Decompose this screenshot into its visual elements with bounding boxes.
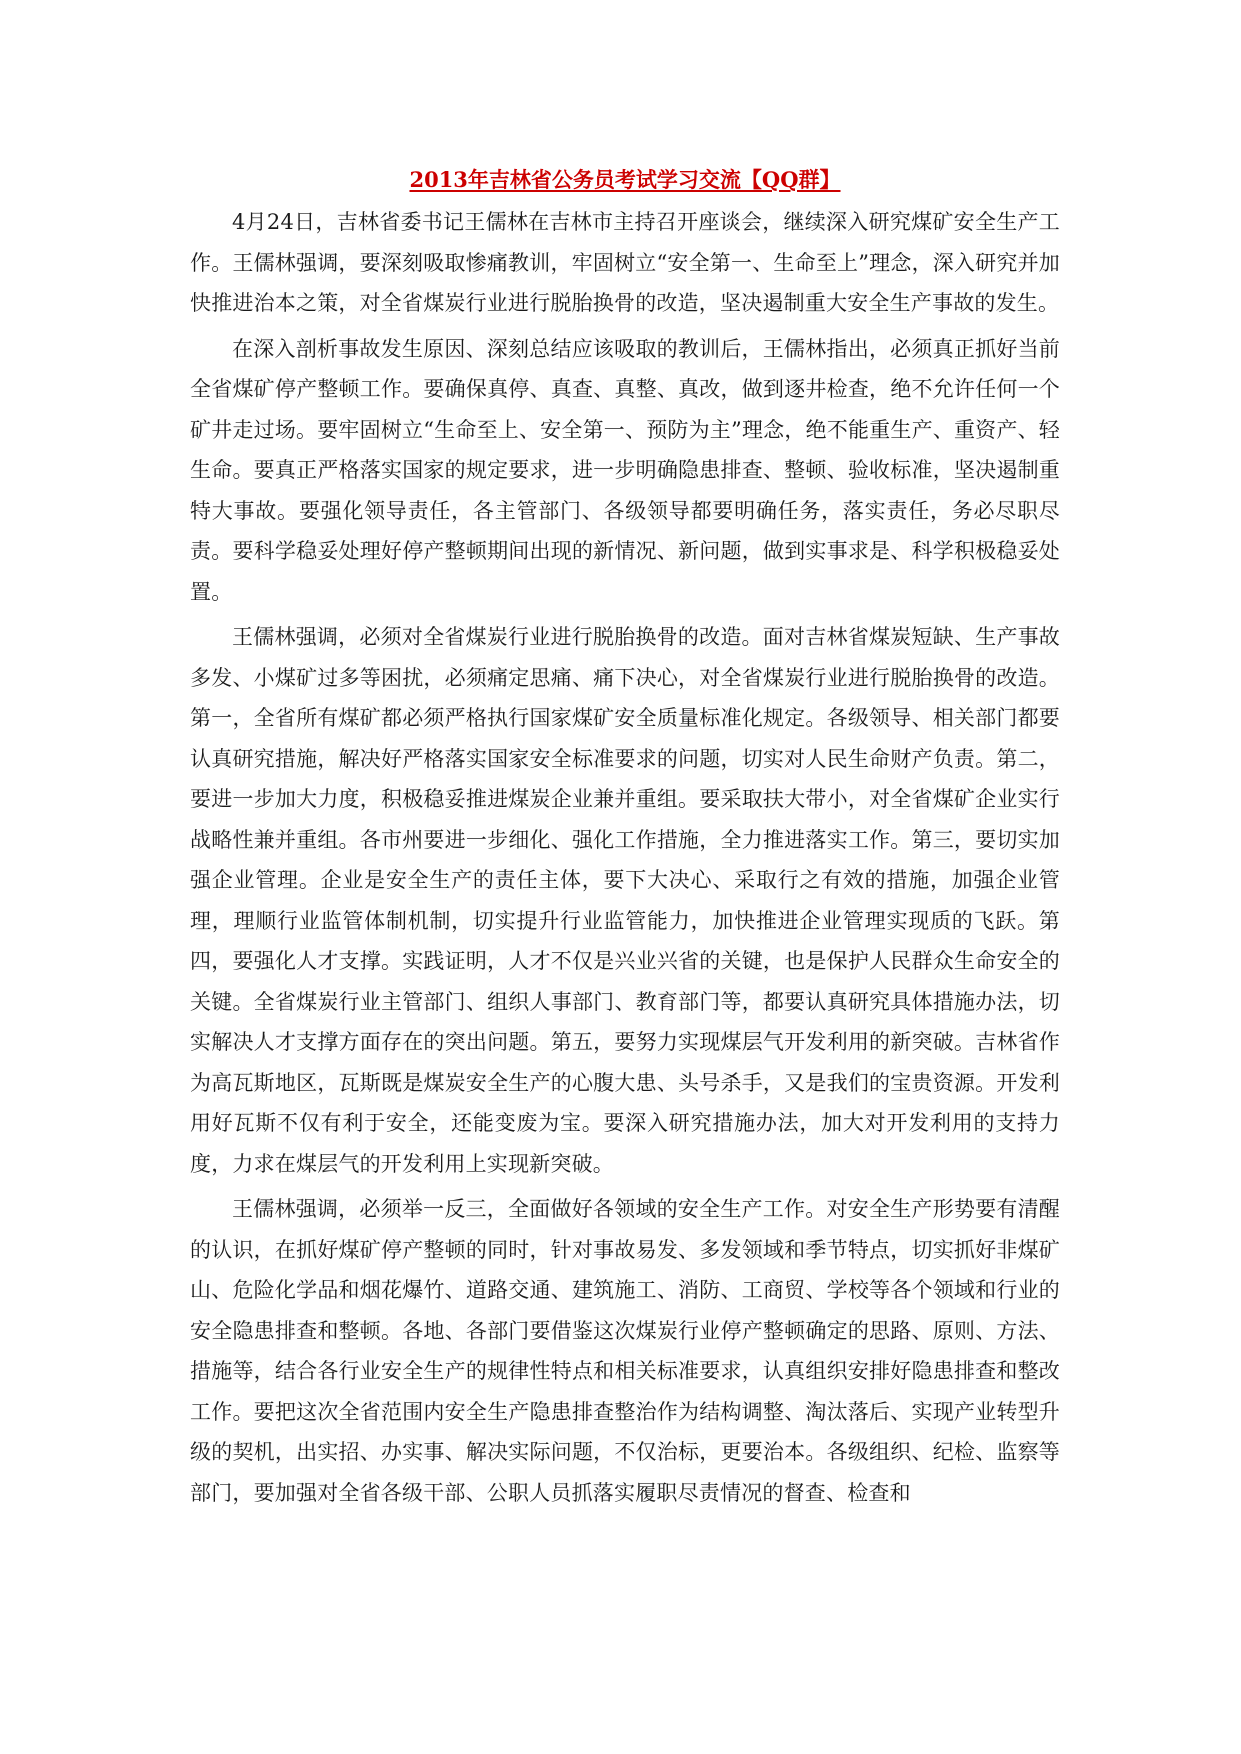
paragraph-1: 4月24日，吉林省委书记王儒林在吉林市主持召开座谈会，继续深入研究煤矿安全生产工作。王儒林强调，要深刻吸取惨痛教训，牢固树立“安全第一、生命至上”理念，深入研究并加快推进治本之策，对全省煤炭行业进行脱胎换骨的改造，坚决遏制重大安全生产事故的发生。	[190, 210, 1060, 315]
paragraph-4: 王儒林强调，必须举一反三，全面做好各领域的安全生产工作。对安全生产形势要有清醒的认识，在抓好煤矿停产整顿的同时，针对事故易发、多发领域和季节特点，切实抓好非煤矿山、危险化学品和烟花爆竹、道路交通、建筑施工、消防、工商贸、学校等各个领域和行业的安全隐患排查和整顿。各地、各部门要借鉴这次煤炭行业停产整顿确定的思路、原则、方法、措施等，结合各行业安全生产的规律性特点和相关标准要求，认真组织安排好隐患排查和整改工作。要把这次全省范围内安全生产隐患排查整治作为结构调整、淘汰落后、实现产业转型升级的契机，出实招、办实事、解决实际问题，不仅治标，更要治本。各级组织、纪检、监察等部门，要加强对全省各级干部、公职人员抓落实履职尽责情况的督查、检查和	[190, 1197, 1060, 1505]
paragraph-2: 在深入剖析事故发生原因、深刻总结应该吸取的教训后，王儒林指出，必须真正抓好当前全省煤矿停产整顿工作。要确保真停、真查、真整、真改，做到逐井检查，绝不允许任何一个矿井走过场。要牢固树立“生命至上、安全第一、预防为主”理念，绝不能重生产、重资产、轻生命。要真正严格落实国家的规定要求，进一步明确隐患排查、整顿、验收标准，坚决遏制重特大事故。要强化领导责任，各主管部门、各级领导都要明确任务，落实责任，务必尽职尽责。要科学稳妥处理好停产整顿期间出现的新情况、新问题，做到实事求是、科学积极稳妥处置。	[190, 336, 1060, 604]
paragraph-3: 王儒林强调，必须对全省煤炭行业进行脱胎换骨的改造。面对吉林省煤炭短缺、生产事故多发、小煤矿过多等困扰，必须痛定思痛、痛下决心，对全省煤炭行业进行脱胎换骨的改造。第一，全省所有煤矿都必须严格执行国家煤矿安全质量标准化规定。各级领导、相关部门都要认真研究措施，解决好严格落实国家安全标准要求的问题，切实对人民生命财产负责。第二，要进一步加大力度，积极稳妥推进煤炭企业兼并重组。要采取扶大带小，对全省煤矿企业实行战略性兼并重组。各市州要进一步细化、强化工作措施，全力推进落实工作。第三，要切实加强企业管理。企业是安全生产的责任主体，要下大决心、采取行之有效的措施，加强企业管理，理顺行业监管体制机制，切实提升行业监管能力，加快推进企业管理实现质的飞跃。第四，要强化人才支撑。实践证明，人才不仅是兴业兴省的关键，也是保护人民群众生命安全的关键。全省煤炭行业主管部门、组织人事部门、教育部门等，都要认真研究具体措施办法，切实解决人才支撑方面存在的突出问题。第五，要努力实现煤层气开发利用的新突破。吉林省作为高瓦斯地区，瓦斯既是煤炭安全生产的心腹大患、头号杀手，又是我们的宝贵资源。开发利用好瓦斯不仅有利于安全，还能变废为宝。要深入研究措施办法，加大对开发利用的支持力度，力求在煤层气的开发利用上实现新突破。	[190, 625, 1060, 1176]
title-link[interactable]: 2013年吉林省公务员考试学习交流【QQ群】	[409, 167, 841, 192]
document-page	[190, 160, 1060, 1518]
document-title	[190, 160, 1060, 200]
